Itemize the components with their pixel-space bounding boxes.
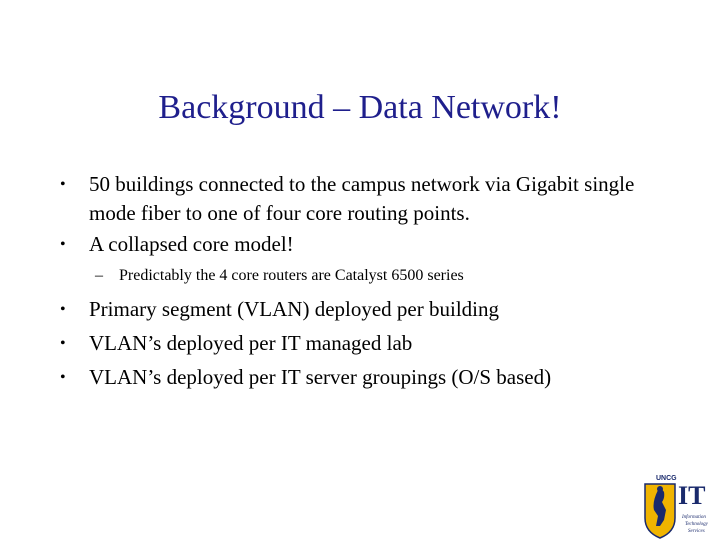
uncg-its-logo	[640, 470, 720, 540]
bullet-dot: •	[60, 335, 66, 352]
sub-bullet-text: Predictably the 4 core routers are Catalyst 6500 series	[119, 267, 464, 284]
tagline-line: Information	[682, 515, 706, 520]
bullet-dot: •	[60, 236, 66, 253]
bullet-dot: •	[60, 176, 66, 193]
bullet-text: 50 buildings connected to the campus network via Gigabit single mode fiber to one of four core routing points.	[89, 172, 635, 225]
bullet-dot: •	[60, 369, 66, 386]
bullet-text: VLAN’s deployed per IT managed lab	[89, 331, 413, 355]
tagline-line: Technology	[685, 522, 708, 527]
bullet-item	[60, 329, 660, 358]
bullet-item	[60, 363, 660, 392]
it-text: IT	[678, 481, 706, 510]
tagline-line: Services	[688, 529, 705, 534]
bullet-item	[60, 230, 660, 259]
bullet-text: Primary segment (VLAN) deployed per building	[89, 297, 499, 321]
bullet-dot: •	[60, 301, 66, 318]
bullet-text: A collapsed core model!	[89, 232, 294, 256]
sub-bullet-dash: –	[95, 267, 103, 284]
slide-title: Background – Data Network!	[158, 89, 562, 126]
sub-bullet-item	[95, 265, 655, 287]
bullet-item	[60, 295, 660, 324]
uncg-text: UNCG	[656, 475, 677, 482]
bullet-item	[60, 170, 660, 228]
bullet-text: VLAN’s deployed per IT server groupings (O/S based)	[89, 365, 552, 389]
